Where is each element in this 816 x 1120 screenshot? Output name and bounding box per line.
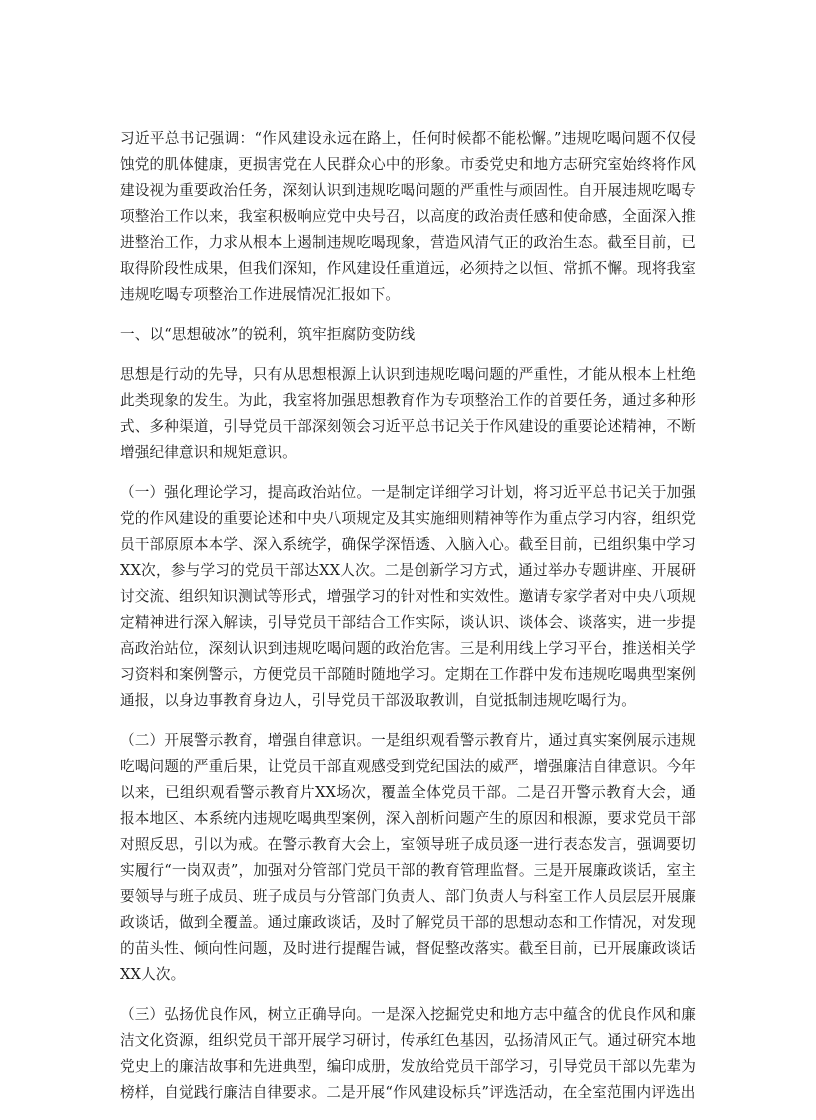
intro-paragraph: 习近平总书记强调：“作风建设永远在路上，任何时候都不能松懈。”违规吃喝问题不仅侵蚀党的肌体健康，更损害党在人民群众心中的形象。市委党史和地方志研究室始终将作风建设视为重要政治任务，深刻认识到违规吃喝问题的严重性与顽固性。自开展违规吃喝专项整治工作以来，我室积极响应党中央号召，以高度的政治责任感和使命感，全面深入推进整治工作，力求从根本上遏制违规吃喝现象，营造风清气正的政治生态。截至目前，已取得阶段性成果，但我们深知，作风建设任重道远，必须持之以恒、常抓不懈。现将我室违规吃喝专项整治工作进展情况汇报如下。 — [120, 130, 696, 303]
subsection-3-paragraph: （三）弘扬优良作风，树立正确导向。一是深入挖掘党史和地方志中蕴含的优良作风和廉洁文化资源，组织党员干部开展学习研讨，传承红色基因，弘扬清风正气。通过研究本地党史上的廉洁故事和先进典型，编印成册，发放给党员干部学习，引导党员干部以先辈为榜样，自觉践行廉洁自律要求。二是开展“作风建设标兵”评选活动，在全室范围内评选出 — [120, 1006, 696, 1101]
document-page — [120, 126, 696, 1120]
section-heading-1: 一、以“思想破冰”的锐利，筑牢拒腐防变防线 — [120, 326, 416, 343]
section-1-intro-paragraph: 思想是行动的先导，只有从思想根源上认识到违规吃喝问题的严重性，才能从根本上杜绝此类现象的发生。为此，我室将加强思想教育作为专项整治工作的首要任务，通过多种形式、多种渠道，引导党员干部深刻领会习近平总书记关于作风建设的重要论述精神，不断增强纪律意识和规矩意识。 — [120, 366, 696, 461]
subsection-1-paragraph: （一）强化理论学习，提高政治站位。一是制定详细学习计划，将习近平总书记关于加强党的作风建设的重要论述和中央八项规定及其实施细则精神等作为重点学习内容，组织党员干部原原本本学、深入系统学，确保学深悟透、入脑入心。截至目前，已组织集中学习XX次，参与学习的党员干部达XX人次。二是创新学习方式，通过举办专题讲座、开展研讨交流、组织知识测试等形式，增强学习的针对性和实效性。邀请专家学者对中央八项规定精神进行深入解读，引导党员干部结合工作实际，谈认识、谈体会、谈落实，进一步提高政治站位，深刻认识到违规吃喝问题的政治危害。三是利用线上学习平台，推送相关学习资料和案例警示，方便党员干部随时随地学习。定期在工作群中发布违规吃喝典型案例通报，以身边事教育身边人，引导党员干部汲取教训，自觉抵制违规吃喝行为。 — [120, 484, 696, 709]
subsection-2-paragraph: （二）开展警示教育，增强自律意识。一是组织观看警示教育片，通过真实案例展示违规吃喝问题的严重后果，让党员干部直观感受到党纪国法的威严，增强廉洁自律意识。今年以来，已组织观看警示教育片XX场次，覆盖全体党员干部。二是召开警示教育大会，通报本地区、本系统内违规吃喝典型案例，深入剖析问题产生的原因和根源，要求党员干部对照反思，引以为戒。在警示教育大会上，室领导班子成员逐一进行表态发言，强调要切实履行“一岗双责”，加强对分管部门党员干部的教育管理监督。三是开展廉政谈话，室主要领导与班子成员、班子成员与分管部门负责人、部门负责人与科室工作人员层层开展廉政谈话，做到全覆盖。通过廉政谈话，及时了解党员干部的思想动态和工作情况，对发现的苗头性、倾向性问题，及时进行提醒告诫，督促整改落实。截至目前，已开展廉政谈话XX人次。 — [120, 732, 696, 983]
